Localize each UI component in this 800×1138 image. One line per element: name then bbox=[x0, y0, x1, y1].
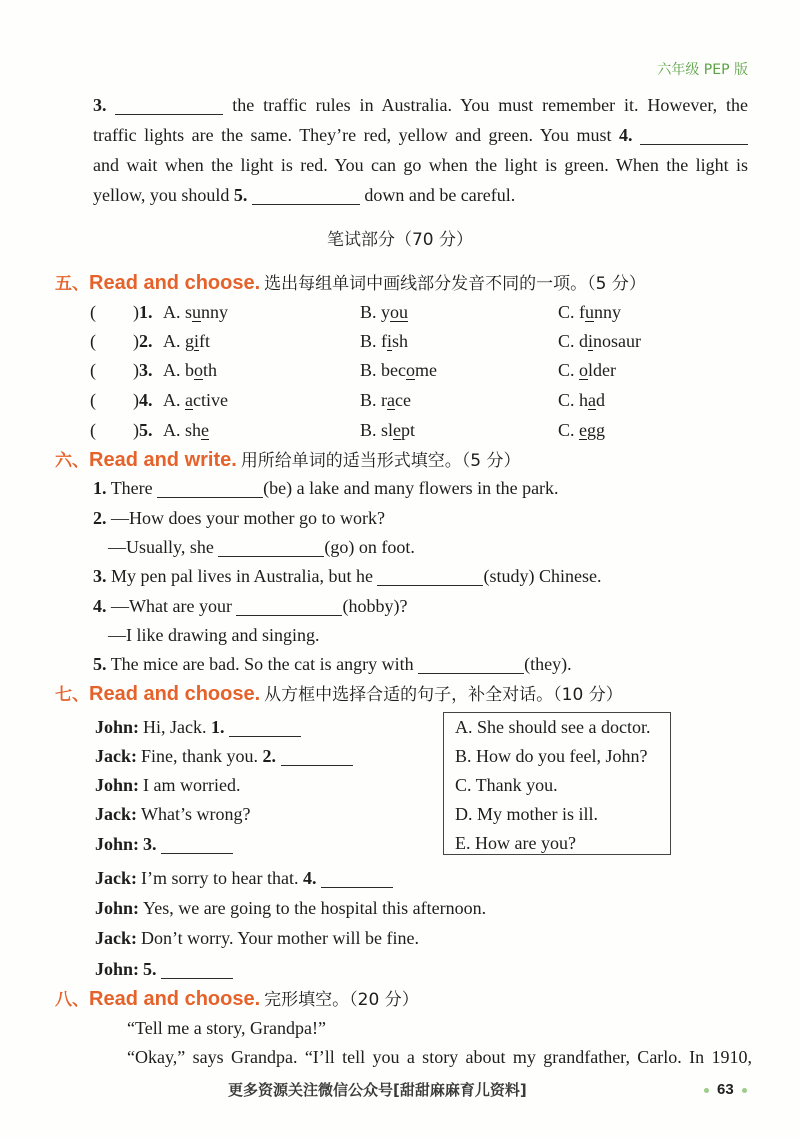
word-part: f bbox=[381, 331, 388, 351]
option-a bbox=[163, 297, 228, 327]
answer-blank bbox=[218, 536, 324, 557]
choice-row bbox=[0, 385, 800, 415]
section-instruction: 用所给单词的适当形式填空。（5 分） bbox=[240, 451, 521, 471]
word-part: s bbox=[185, 302, 193, 322]
question-number: 3. bbox=[93, 566, 107, 586]
answer-paren-open: ( bbox=[90, 360, 96, 380]
speaker: Jack: bbox=[95, 868, 137, 888]
question-number: 2. bbox=[93, 508, 107, 528]
dialogue-text: Don’t worry. Your mother will be fine. bbox=[141, 928, 419, 948]
question-number: 1. bbox=[139, 302, 153, 322]
dialogue-line bbox=[95, 923, 419, 953]
fill-item bbox=[93, 591, 407, 621]
dialogue-line bbox=[95, 712, 301, 742]
grade-label: 六年级 PEP 版 bbox=[657, 62, 748, 78]
answer-blank bbox=[115, 94, 223, 115]
option-b bbox=[360, 415, 415, 445]
question-number: 4. bbox=[93, 596, 107, 616]
box-option: C. Thank you. bbox=[455, 775, 558, 795]
item-text: ? bbox=[399, 596, 408, 616]
option-c bbox=[558, 385, 605, 415]
word-part: f bbox=[579, 302, 586, 322]
option-label: B. bbox=[360, 302, 377, 322]
dialogue-text: I’m sorry to hear that. bbox=[141, 868, 299, 888]
page-number: 63 bbox=[717, 1081, 734, 1098]
box-option: A. She should see a doctor. bbox=[455, 717, 651, 737]
section-title: Read and choose. bbox=[89, 988, 261, 1010]
answer-blank bbox=[321, 867, 393, 888]
answer-blank bbox=[377, 565, 483, 586]
question-number: 3. bbox=[139, 360, 153, 380]
option-label: C. bbox=[558, 331, 575, 351]
option-label: B. bbox=[360, 360, 377, 380]
option-label: C. bbox=[558, 420, 575, 440]
dialogue-line bbox=[95, 799, 250, 829]
speaker: John: bbox=[95, 717, 140, 737]
dialogue-text: I am worried. bbox=[143, 775, 241, 795]
fill-item bbox=[93, 649, 572, 679]
speaker: Jack: bbox=[95, 928, 137, 948]
option-word bbox=[579, 390, 605, 410]
word-part: gg bbox=[587, 420, 606, 440]
underlined-letters: a bbox=[185, 390, 193, 410]
underlined-letters: a bbox=[387, 390, 396, 410]
page-number-block bbox=[700, 1075, 750, 1105]
word-hint: (be) bbox=[263, 478, 293, 498]
word-part: ft bbox=[199, 331, 211, 351]
underlined-letters: e bbox=[579, 420, 588, 440]
passage-line bbox=[93, 180, 515, 210]
underlined-letters: i bbox=[194, 331, 200, 351]
word-part: d bbox=[579, 331, 589, 351]
word-hint: (hobby) bbox=[342, 596, 400, 616]
fill-item bbox=[108, 532, 415, 562]
paren-close: ) bbox=[133, 331, 139, 351]
question-number: 2. bbox=[262, 746, 276, 766]
word-part: y bbox=[381, 302, 391, 322]
item-text: a lake and many flowers in the park. bbox=[296, 478, 559, 498]
option-word bbox=[381, 302, 408, 322]
word-part: th bbox=[203, 360, 218, 380]
answer-blank bbox=[161, 958, 233, 979]
item-text: —I like drawing and singing. bbox=[108, 625, 320, 645]
option-word bbox=[185, 302, 228, 322]
underlined-letters: o bbox=[406, 360, 415, 380]
option-word bbox=[185, 360, 217, 380]
speaker: John: bbox=[95, 898, 140, 918]
fill-item bbox=[93, 503, 385, 533]
story-line bbox=[127, 1013, 326, 1043]
answer-blank bbox=[418, 653, 524, 674]
paren-close: ) bbox=[133, 420, 139, 440]
section-number: 六、 bbox=[55, 451, 89, 471]
fill-item bbox=[93, 473, 559, 503]
word-part: sh bbox=[185, 420, 202, 440]
underlined-letters: o bbox=[579, 360, 589, 380]
option-b bbox=[360, 326, 408, 356]
option-a bbox=[163, 415, 209, 445]
word-part: r bbox=[381, 390, 388, 410]
section-title: Read and choose. bbox=[89, 272, 261, 294]
answer-paren-open: ( bbox=[90, 390, 96, 410]
footer-note: 更多资源关注微信公众号[甜甜麻麻育儿资料] bbox=[228, 1081, 527, 1099]
question-number: 5. bbox=[233, 185, 248, 205]
option-word bbox=[185, 420, 209, 440]
option-word bbox=[381, 390, 411, 410]
section-instruction: 从方框中选择合适的句子，补全对话。（10 分） bbox=[264, 685, 623, 705]
question-number: 1. bbox=[211, 717, 225, 737]
page-dot bbox=[742, 1088, 747, 1093]
answer-blank bbox=[157, 477, 263, 498]
question-number: 4. bbox=[302, 868, 317, 888]
item-text: My pen pal lives in Australia, but he bbox=[111, 566, 373, 586]
option-label: B. bbox=[360, 331, 377, 351]
passage-text: the traffic rules in Australia. You must remember it. However, the bbox=[232, 95, 749, 115]
speaker: John: bbox=[95, 959, 140, 979]
section-number: 七、 bbox=[55, 685, 89, 705]
passage-line bbox=[93, 120, 748, 150]
word-part: me bbox=[415, 360, 437, 380]
section-heading bbox=[55, 679, 623, 709]
question-number: 4. bbox=[139, 390, 153, 410]
section-heading bbox=[55, 268, 646, 298]
passage-line bbox=[93, 90, 748, 120]
section-heading bbox=[55, 984, 419, 1014]
dialogue-line bbox=[95, 863, 393, 893]
word-part: b bbox=[185, 360, 194, 380]
item-text: on foot. bbox=[358, 537, 415, 557]
option-label: A. bbox=[163, 360, 181, 380]
option-b bbox=[360, 297, 408, 327]
paren-close: ) bbox=[133, 390, 139, 410]
option-label: A. bbox=[163, 420, 181, 440]
underlined-letters: u bbox=[192, 302, 202, 322]
option-word bbox=[381, 331, 408, 351]
section-title: Read and write. bbox=[89, 449, 237, 471]
section-instruction: 选出每组单词中画线部分发音不同的一项。（5 分） bbox=[264, 274, 646, 294]
word-part: nosaur bbox=[593, 331, 642, 351]
question-number: 5. bbox=[139, 420, 153, 440]
box-option: B. How do you feel, John? bbox=[455, 746, 648, 766]
question-number: 3. bbox=[143, 834, 157, 854]
option-a bbox=[163, 385, 228, 415]
answer-blank bbox=[236, 595, 342, 616]
paren-close: ) bbox=[133, 302, 139, 322]
passage-text: and wait when the light is red. You can go when the light is green. When the light is bbox=[93, 155, 748, 175]
question-number: 3. bbox=[93, 95, 107, 115]
option-word bbox=[579, 360, 616, 380]
option-label: C. bbox=[558, 390, 575, 410]
passage-text: yellow, you should bbox=[93, 185, 230, 205]
word-part: bec bbox=[381, 360, 406, 380]
option-a bbox=[163, 355, 217, 385]
word-part: sl bbox=[381, 420, 394, 440]
question-number: 2. bbox=[139, 331, 153, 351]
item-text: —What are your bbox=[111, 596, 232, 616]
question-number: 5. bbox=[143, 959, 157, 979]
written-part-title: 笔试部分（70 分） bbox=[326, 230, 474, 250]
option-c bbox=[558, 415, 605, 445]
word-part: h bbox=[579, 390, 589, 410]
underlined-letters: u bbox=[585, 302, 595, 322]
option-label: B. bbox=[360, 390, 377, 410]
option-word bbox=[579, 331, 641, 351]
option-label: A. bbox=[163, 302, 181, 322]
option-label: C. bbox=[558, 302, 575, 322]
option-c bbox=[558, 355, 616, 385]
word-part: ctive bbox=[193, 390, 228, 410]
item-text: The mice are bad. So the cat is angry with bbox=[110, 654, 414, 674]
section-number: 五、 bbox=[55, 274, 89, 294]
speaker: Jack: bbox=[95, 804, 137, 824]
fill-item bbox=[108, 620, 319, 650]
story-text: “Okay,” says Grandpa. “I’ll tell you a story about my grandfather, Carlo. In 1910, bbox=[127, 1047, 752, 1067]
choice-row bbox=[0, 415, 800, 445]
underlined-letters: i bbox=[588, 331, 594, 351]
option-b bbox=[360, 355, 437, 385]
options-box bbox=[443, 712, 671, 855]
dialogue-line bbox=[95, 829, 233, 859]
answer-paren-close bbox=[133, 355, 153, 385]
answer-blank bbox=[229, 716, 301, 737]
item-text: There bbox=[110, 478, 153, 498]
option-a bbox=[163, 326, 210, 356]
choice-row bbox=[0, 326, 800, 356]
paren-close: ) bbox=[133, 360, 139, 380]
option-label: A. bbox=[163, 331, 181, 351]
word-hint: (they) bbox=[524, 654, 568, 674]
option-word bbox=[381, 360, 437, 380]
box-option: E. How are you? bbox=[455, 833, 576, 853]
answer-paren-close bbox=[133, 415, 153, 445]
section-number: 八、 bbox=[55, 990, 89, 1010]
dialogue-line bbox=[95, 770, 240, 800]
underlined-letters: e bbox=[201, 420, 210, 440]
option-word bbox=[185, 331, 210, 351]
speaker: John: bbox=[95, 775, 140, 795]
option-label: B. bbox=[360, 420, 377, 440]
word-part: pt bbox=[401, 420, 416, 440]
answer-paren-open: ( bbox=[90, 302, 96, 322]
answer-paren-open: ( bbox=[90, 331, 96, 351]
page-dot bbox=[704, 1088, 709, 1093]
answer-paren-open: ( bbox=[90, 420, 96, 440]
choice-row bbox=[0, 355, 800, 385]
answer-paren-close bbox=[133, 297, 153, 327]
option-word bbox=[185, 390, 228, 410]
question-number: 1. bbox=[93, 478, 107, 498]
section-instruction: 完形填空。（20 分） bbox=[264, 990, 419, 1010]
answer-blank bbox=[161, 833, 233, 854]
choice-row bbox=[0, 297, 800, 327]
passage-text: down and be careful. bbox=[364, 185, 516, 205]
underlined-letters: ou bbox=[390, 302, 409, 322]
passage-text: traffic lights are the same. They’re red, yellow and green. You must bbox=[93, 125, 612, 145]
word-part: ce bbox=[395, 390, 411, 410]
option-word bbox=[381, 420, 415, 440]
option-word bbox=[579, 302, 621, 322]
story-text: “Tell me a story, Grandpa!” bbox=[127, 1018, 326, 1038]
dialogue-text: Fine, thank you. bbox=[141, 746, 258, 766]
option-b bbox=[360, 385, 411, 415]
option-word bbox=[579, 420, 605, 440]
speaker: Jack: bbox=[95, 746, 137, 766]
section-title: Read and choose. bbox=[89, 683, 261, 705]
underlined-letters: i bbox=[387, 331, 393, 351]
item-text: —Usually, she bbox=[108, 537, 214, 557]
word-part: lder bbox=[588, 360, 616, 380]
answer-blank bbox=[281, 745, 353, 766]
box-option: D. My mother is ill. bbox=[455, 804, 598, 824]
dialogue-line bbox=[95, 741, 353, 771]
word-hint: (study) bbox=[483, 566, 535, 586]
answer-paren-close bbox=[133, 385, 153, 415]
word-part: sh bbox=[392, 331, 409, 351]
answer-blank bbox=[640, 124, 748, 145]
story-line bbox=[127, 1042, 752, 1072]
answer-paren-close bbox=[133, 326, 153, 356]
speaker: John: bbox=[95, 834, 140, 854]
underlined-letters: o bbox=[194, 360, 203, 380]
word-part: d bbox=[596, 390, 606, 410]
dialogue-text: What’s wrong? bbox=[141, 804, 251, 824]
word-hint: (go) bbox=[324, 537, 355, 557]
dialogue-line bbox=[95, 893, 486, 923]
underlined-letters: e bbox=[393, 420, 402, 440]
item-text: . bbox=[567, 654, 572, 674]
option-label: C. bbox=[558, 360, 575, 380]
option-label: A. bbox=[163, 390, 181, 410]
fill-item bbox=[93, 561, 601, 591]
passage-line bbox=[93, 150, 748, 180]
question-number: 5. bbox=[93, 654, 107, 674]
word-part: nny bbox=[201, 302, 229, 322]
question-number: 4. bbox=[619, 125, 633, 145]
word-part: nny bbox=[594, 302, 622, 322]
dialogue-text: Hi, Jack. bbox=[143, 717, 207, 737]
option-c bbox=[558, 297, 621, 327]
underlined-letters: a bbox=[588, 390, 597, 410]
answer-blank bbox=[252, 184, 360, 205]
item-text: Chinese. bbox=[538, 566, 602, 586]
dialogue-text: Yes, we are going to the hospital this afternoon. bbox=[143, 898, 487, 918]
item-text: —How does your mother go to work? bbox=[111, 508, 385, 528]
dialogue-line bbox=[95, 954, 233, 984]
word-part: g bbox=[185, 331, 194, 351]
section-heading bbox=[55, 445, 521, 475]
option-c bbox=[558, 326, 641, 356]
